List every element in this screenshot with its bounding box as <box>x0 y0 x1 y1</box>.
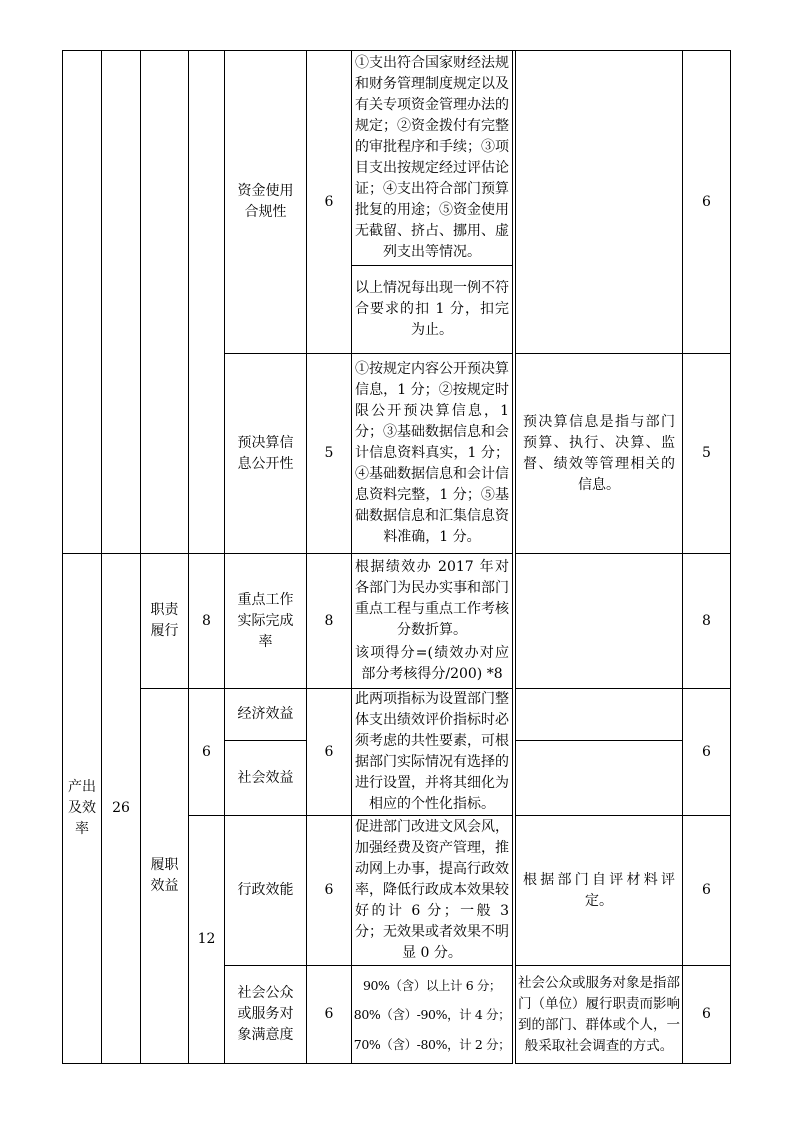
indicator-cell <box>225 554 307 689</box>
note-cell-empty <box>515 51 683 354</box>
criteria-line: 80%（含）-90%，计 4 分； <box>353 1007 511 1022</box>
note-cell-empty <box>515 689 683 741</box>
indicator-label: 预决算信息公开性 <box>237 434 294 472</box>
formula-text: 该项得分=(绩效办对应部分考核得分/200) *8 <box>355 645 509 682</box>
note-cell <box>515 816 683 966</box>
table-cell-empty <box>141 51 189 554</box>
indicator-label: 经济效益 <box>237 706 294 722</box>
score-cell <box>683 966 731 1064</box>
table-cell-empty <box>63 51 102 554</box>
subcategory-cell <box>141 554 189 689</box>
subcategory-weight: 6 <box>202 743 211 760</box>
criteria-line: 70%（含）-80%，计 2 分； <box>353 1036 511 1052</box>
category-weight: 26 <box>112 800 130 816</box>
score-value: 6 <box>702 1006 711 1022</box>
criteria-cell <box>352 51 513 266</box>
category-label: 产出及效率 <box>68 779 96 837</box>
criteria-text: 此两项指标为设置部门整体支出绩效评价指标时必须考虑的共性要素，可根据部门实际情况有选择的进行设置，并将其细化为相应的个性化指标。 <box>355 691 509 812</box>
criteria-line: 90%（含）以上计 6 分； <box>362 977 502 993</box>
weight-value: 6 <box>324 882 334 898</box>
subcategory-weight: 12 <box>197 931 216 947</box>
score-value: 6 <box>702 743 711 760</box>
deduction-cell <box>352 266 513 354</box>
criteria-cell <box>352 354 513 554</box>
criteria-cell <box>352 816 513 966</box>
weight-value: 6 <box>324 743 334 760</box>
criteria-cell <box>352 554 513 689</box>
weight-value: 6 <box>324 193 334 210</box>
indicator-label: 社会效益 <box>237 769 294 786</box>
score-cell <box>683 816 731 966</box>
category-weight-cell <box>102 554 141 1064</box>
score-value: 8 <box>702 612 711 629</box>
subcategory-weight-cell <box>189 689 225 816</box>
weight-value: 5 <box>324 445 334 461</box>
table-cell-empty <box>102 51 141 554</box>
indicator-label: 社会公众或服务对象满意度 <box>237 985 294 1043</box>
subcategory-weight: 8 <box>202 612 211 629</box>
weight-cell <box>307 354 352 554</box>
criteria-text: ①按规定内容公开预决算信息，1 分；②按规定时限公开预决算信息，1 分；③基础数据信息和会计信息资料真实，1 分；④基础数据信息和会计信息资料完整，1 分；⑤基础数据信息和汇集信息资料准确，1 分。 <box>355 361 509 545</box>
indicator-cell <box>225 51 307 354</box>
note-cell-empty <box>515 554 683 689</box>
indicator-cell <box>225 354 307 554</box>
score-cell <box>683 689 731 816</box>
criteria-cell <box>352 689 513 816</box>
subcategory-weight-cell <box>189 554 225 689</box>
subcategory-weight-cell <box>189 816 225 1064</box>
score-cell <box>683 51 731 354</box>
score-value: 5 <box>702 445 711 461</box>
note-text: 社会公众或服务对象是指部门（单位）履行职责而影响到的部门、群体或个人，一般采取社会调查的方式。 <box>518 974 680 1054</box>
category-cell <box>63 554 102 1064</box>
weight-cell <box>307 966 352 1064</box>
subcategory-label: 职责履行 <box>150 602 179 639</box>
note-text: 预决算信息是指与部门预算、执行、决算、监督、绩效等管理相关的信息。 <box>523 413 675 493</box>
weight-cell <box>307 689 352 816</box>
table-cell-empty <box>189 51 225 554</box>
note-cell-empty <box>515 741 683 816</box>
note-text: 根据部门自评材料评定。 <box>523 871 675 909</box>
weight-cell <box>307 816 352 966</box>
weight-cell <box>307 554 352 689</box>
indicator-label: 行政效能 <box>237 882 294 898</box>
indicator-cell <box>225 741 307 816</box>
criteria-text: ①支出符合国家财经法规和财务管理制度规定以及有关专项资金管理办法的规定；②资金拨付有完整的审批程序和手续；③项目支出按规定经过评估论证；④支出符合部门预算批复的用途；⑤资金使用无截留、挤占、挪用、虚列支出等情况。 <box>355 55 509 260</box>
indicator-cell <box>225 689 307 741</box>
evaluation-table <box>62 50 731 1064</box>
note-cell <box>515 354 683 554</box>
criteria-text: 促进部门改进文风会风，加强经费及资产管理，推动网上办事，提高行政效率，降低行政成本效果较好的计 6 分；一般 3 分；无效果或者效果不明显 0 分。 <box>355 819 509 961</box>
score-value: 6 <box>702 193 711 210</box>
indicator-label: 重点工作实际完成率 <box>237 591 294 650</box>
subcategory-label: 履职效益 <box>150 857 179 894</box>
score-cell <box>683 354 731 554</box>
weight-value: 8 <box>324 612 334 629</box>
weight-value: 6 <box>324 1006 334 1022</box>
score-cell <box>683 554 731 689</box>
score-value: 6 <box>702 882 711 898</box>
deduction-text: 以上情况每出现一例不符合要求的扣 1 分，扣完为止。 <box>355 280 509 338</box>
weight-cell <box>307 51 352 354</box>
subcategory-cell <box>141 689 189 1064</box>
indicator-cell <box>225 816 307 966</box>
indicator-label: 资金使用合规性 <box>237 183 294 220</box>
criteria-text: 根据绩效办 2017 年对各部门为民办实事和部门重点工程与重点工作考核分数折算。 <box>355 559 509 638</box>
indicator-cell <box>225 966 307 1064</box>
note-cell <box>515 966 683 1064</box>
criteria-cell <box>352 966 513 1064</box>
